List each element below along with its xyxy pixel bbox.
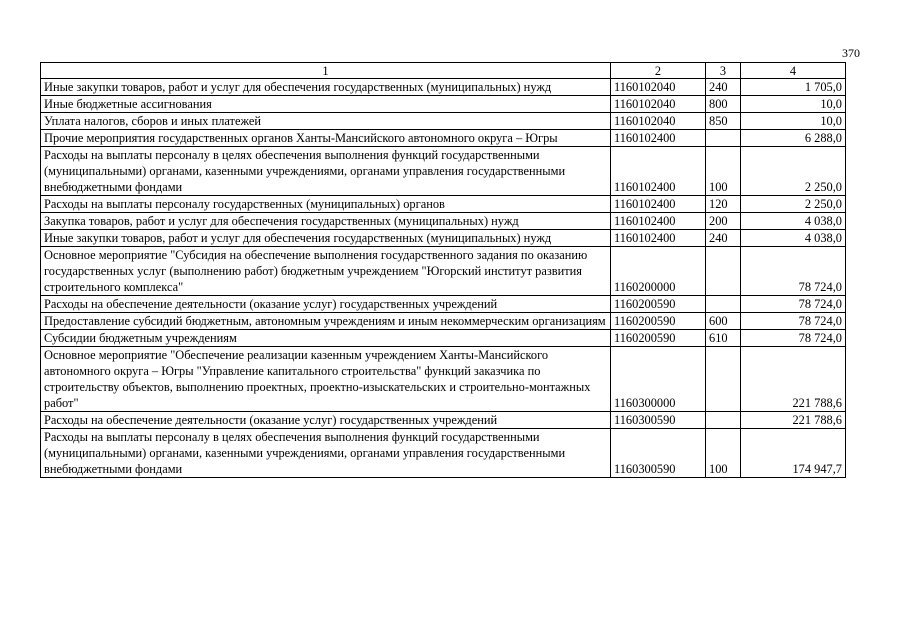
row-type: [706, 296, 741, 313]
table-row: [41, 247, 846, 296]
row-type: [706, 412, 741, 429]
row-name: Иные бюджетные ассигнования: [41, 96, 611, 113]
row-name: Закупка товаров, работ и услуг для обеспечения государственных (муниципальных) нужд: [41, 213, 611, 230]
row-type: [706, 130, 741, 147]
row-sum: 2 250,0: [741, 147, 846, 196]
row-code: 1160102400: [611, 213, 706, 230]
row-sum: 174 947,7: [741, 429, 846, 478]
row-type: [706, 347, 741, 412]
row-sum: 2 250,0: [741, 196, 846, 213]
row-type: 200: [706, 213, 741, 230]
row-code: 1160300590: [611, 412, 706, 429]
row-name: Иные закупки товаров, работ и услуг для обеспечения государственных (муниципальных) нужд: [41, 230, 611, 247]
row-type: 610: [706, 330, 741, 347]
table-row: [41, 196, 846, 213]
row-type: 600: [706, 313, 741, 330]
row-code: 1160102040: [611, 96, 706, 113]
table-row: [41, 113, 846, 130]
row-code: 1160102040: [611, 79, 706, 96]
row-name: Расходы на обеспечение деятельности (оказание услуг) государственных учреждений: [41, 412, 611, 429]
row-sum: 10,0: [741, 96, 846, 113]
row-type: 240: [706, 79, 741, 96]
row-type: 100: [706, 147, 741, 196]
row-name: Расходы на выплаты персоналу государственных (муниципальных) органов: [41, 196, 611, 213]
row-sum: 221 788,6: [741, 347, 846, 412]
table-row: [41, 412, 846, 429]
row-code: 1160102400: [611, 196, 706, 213]
row-sum: 1 705,0: [741, 79, 846, 96]
row-type: [706, 247, 741, 296]
row-name: Расходы на выплаты персоналу в целях обеспечения выполнения функций государственными (муниципальными) органами, казенными учреждениями, органами управления государственными внебюджетными фондами: [41, 429, 611, 478]
row-name: Расходы на выплаты персоналу в целях обеспечения выполнения функций государственными (муниципальными) органами, казенными учреждениями, органами управления государственными внебюджетными фондами: [41, 147, 611, 196]
row-code: 1160102040: [611, 113, 706, 130]
row-sum: 4 038,0: [741, 230, 846, 247]
table-row: [41, 330, 846, 347]
row-code: 1160200590: [611, 330, 706, 347]
table-row: [41, 347, 846, 412]
row-sum: 221 788,6: [741, 412, 846, 429]
header-cell-type: 3: [706, 63, 741, 79]
table-row: [41, 79, 846, 96]
row-type: 120: [706, 196, 741, 213]
row-sum: 10,0: [741, 113, 846, 130]
budget-table: [40, 62, 846, 478]
row-name: Предоставление субсидий бюджетным, автономным учреждениям и иным некоммерческим организациям: [41, 313, 611, 330]
table-row: [41, 429, 846, 478]
row-type: 100: [706, 429, 741, 478]
row-name: Основное мероприятие "Субсидия на обеспечение выполнения государственного задания по оказанию государственных услуг (выполнению работ) бюджетным учреждением "Югорский институт развития строительного комплекса": [41, 247, 611, 296]
row-sum: 4 038,0: [741, 213, 846, 230]
row-code: 1160200590: [611, 313, 706, 330]
row-name: Расходы на обеспечение деятельности (оказание услуг) государственных учреждений: [41, 296, 611, 313]
page-number: 370: [842, 46, 860, 60]
row-code: 1160200590: [611, 296, 706, 313]
row-code: 1160300000: [611, 347, 706, 412]
row-type: 240: [706, 230, 741, 247]
row-sum: 78 724,0: [741, 247, 846, 296]
row-code: 1160102400: [611, 230, 706, 247]
table-row: [41, 296, 846, 313]
table-row: [41, 147, 846, 196]
row-name: Иные закупки товаров, работ и услуг для обеспечения государственных (муниципальных) нужд: [41, 79, 611, 96]
table-row: [41, 313, 846, 330]
row-type: 850: [706, 113, 741, 130]
row-sum: 6 288,0: [741, 130, 846, 147]
row-sum: 78 724,0: [741, 330, 846, 347]
row-code: 1160102400: [611, 147, 706, 196]
row-sum: 78 724,0: [741, 296, 846, 313]
row-name: Субсидии бюджетным учреждениям: [41, 330, 611, 347]
table-row: [41, 230, 846, 247]
table-row: [41, 96, 846, 113]
header-cell-name: 1: [41, 63, 611, 79]
table-row: [41, 213, 846, 230]
row-name: Прочие мероприятия государственных органов Ханты-Мансийского автономного округа – Югры: [41, 130, 611, 147]
row-code: 1160102400: [611, 130, 706, 147]
header-cell-sum: 4: [741, 63, 846, 79]
row-sum: 78 724,0: [741, 313, 846, 330]
row-name: Уплата налогов, сборов и иных платежей: [41, 113, 611, 130]
table-header-row: [41, 63, 846, 79]
table-row: [41, 130, 846, 147]
header-cell-code: 2: [611, 63, 706, 79]
row-code: 1160200000: [611, 247, 706, 296]
row-name: Основное мероприятие "Обеспечение реализации казенным учреждением Ханты-Мансийского автономного округа – Югры "Управление капитального строительства" функций заказчика по строительству объектов, выполнению проектных, проектно-изыскательских и строительно-монтажных работ": [41, 347, 611, 412]
row-type: 800: [706, 96, 741, 113]
row-code: 1160300590: [611, 429, 706, 478]
